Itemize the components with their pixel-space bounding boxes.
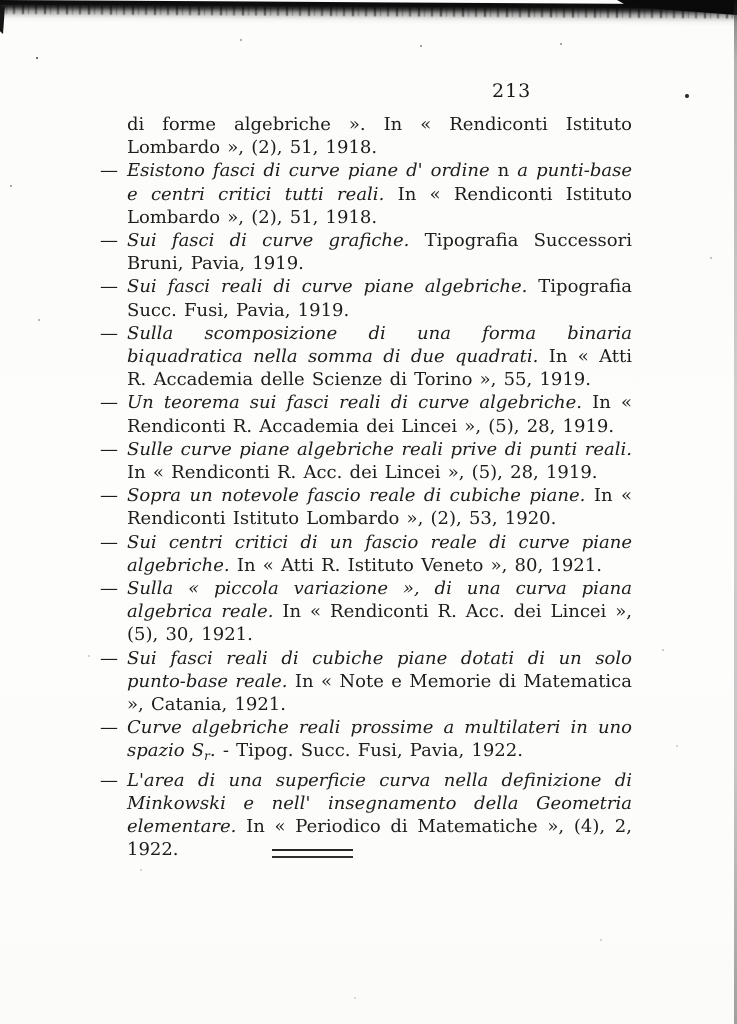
entry-title-text: Sulla scomposizione di una forma binaria biquadratica nella somma di due quadrati. — [127, 322, 632, 368]
entry-reference-text: n — [497, 160, 518, 182]
entry-title-text: Esistono fasci di curve piane d' ordine — [127, 160, 498, 182]
entry-reference-text: Tipografia Succ. Fusi, Pavia, 1919. — [127, 276, 632, 321]
bibliography-entry — [100, 716, 632, 768]
entry-dash: — — [100, 230, 118, 252]
page-number: 213 — [492, 80, 532, 102]
entry-reference-text: In « Note e Memorie di Matematica », Catania, 1921. — [127, 670, 632, 716]
entry-reference-text: Tipografia Successori Bruni, Pavia, 1919. — [127, 230, 632, 275]
entry-dash: — — [100, 322, 118, 344]
bibliography-entry — [100, 159, 632, 229]
entry-title-text: L'area di una superficie curva nella definizione di Minkowski e nell' insegnamento della Geometria elementare. — [127, 769, 632, 838]
entry-dash: — — [100, 438, 118, 460]
bibliography-entry — [100, 531, 632, 577]
entry-dash: — — [100, 769, 118, 791]
bibliography-entry — [100, 484, 632, 530]
entry-reference-text: In « Rendiconti Istituto Lombardo », (2), 53, 1920. — [127, 485, 632, 530]
bibliography-entry — [100, 438, 632, 484]
entry-title-text: Sulla « piccola variazione », di una curva piana algebrica reale. — [127, 578, 632, 623]
bibliography-entry — [100, 577, 632, 647]
entry-reference-text: In « Rendiconti Istituto Lombardo », (2), 51, 1918. — [127, 183, 632, 228]
entry-dash: — — [100, 531, 118, 553]
entry-reference-text: di forme algebriche ». In « Rendiconti Istituto Lombardo », (2), 51, 1918. — [127, 114, 632, 159]
entry-dash: — — [100, 578, 118, 600]
entry-title-text: r — [204, 749, 210, 764]
entry-dash: — — [100, 276, 118, 298]
end-rule — [272, 849, 353, 858]
entry-dash: — — [100, 485, 118, 507]
entry-title-text: Sui fasci reali di curve piane algebriche. — [127, 276, 539, 298]
entry-reference-text: In « Rendiconti R. Acc. dei Lincei », (5), 28, 1919. — [127, 462, 598, 484]
bibliography-list — [100, 113, 632, 862]
bibliography-entry — [100, 391, 632, 437]
entry-dash: — — [100, 160, 118, 182]
entry-title-text: a punti-base e centri critici tutti reali. — [127, 160, 632, 205]
entry-dash: — — [100, 647, 118, 669]
entry-reference-text: In « Atti R. Istituto Veneto », 80, 1921. — [236, 554, 602, 576]
entry-title-text: Sopra un notevole fascio reale di cubiche piane. — [127, 485, 594, 507]
entry-title-text: Sui centri critici di un fascio reale di curve piane algebriche. — [127, 531, 632, 576]
entry-reference-text: In « Rendiconti R. Acc. dei Lincei », (5), 30, 1921. — [127, 601, 632, 646]
entry-dash: — — [100, 392, 118, 414]
entry-reference-text: In « Rendiconti R. Accademia dei Lincei », (5), 28, 1919. — [127, 392, 632, 437]
bibliography-entry — [100, 113, 632, 159]
bibliography-entry — [100, 275, 632, 321]
entry-reference-text: In « Periodico di Matematiche », (4), 2, 1922. — [127, 816, 632, 861]
entry-reference-text: In « Atti R. Accademia delle Scienze di Torino », 55, 1919. — [127, 346, 632, 391]
scan-noise-specks — [36, 57, 38, 59]
entry-title-text: Sui fasci di curve grafiche. — [127, 230, 425, 252]
entry-title-text: Un teorema sui fasci reali di curve algebriche. — [127, 392, 593, 414]
entry-title-text: Sulle curve piane algebriche reali prive di punti reali. — [127, 438, 632, 460]
entry-title-text: Curve algebriche reali prossime a multilateri in uno spazio S — [127, 717, 632, 762]
bibliography-entry — [100, 322, 632, 392]
entry-dash: — — [100, 717, 118, 739]
entry-reference-text: - Tipog. Succ. Fusi, Pavia, 1922. — [222, 740, 523, 762]
bibliography-entry — [100, 229, 632, 275]
bibliography-entry — [100, 647, 632, 717]
entry-title-text: Sui fasci reali di cubiche piane dotati di un solo punto-base reale. — [127, 647, 632, 692]
bibliography-entry — [100, 769, 632, 862]
entry-title-text: . — [209, 740, 223, 762]
